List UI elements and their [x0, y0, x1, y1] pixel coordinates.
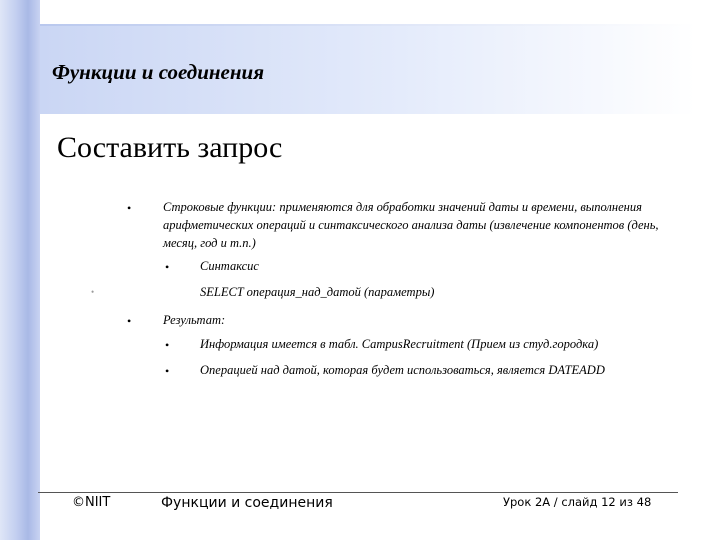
list-item-string-functions: Строковые функции: применяются для обработки значений даты и времени, выполнения арифметических операций и синтаксического анализа даты (извлечение компонентов (день, месяц, год и т.п.)	[163, 200, 659, 250]
bullet-icon: •	[165, 364, 170, 378]
footer-slide-info: Урок 2А / слайд 12 из 48	[503, 495, 652, 509]
bullet-icon: •	[165, 338, 170, 352]
stray-dot: •	[91, 287, 95, 297]
list-item-dateadd: Операцией над датой, которая будет использоваться, является DATEADD	[200, 363, 605, 377]
footer-divider	[38, 492, 678, 493]
slide-heading: Составить запрос	[57, 131, 283, 164]
footer-title: Функции и соединения	[161, 495, 333, 511]
bullet-icon: •	[127, 314, 132, 328]
bullet-icon: •	[127, 201, 132, 215]
list-item-campus-recruitment: Информация имеется в табл. CampusRecruitment (Прием из студ.городка)	[200, 337, 599, 351]
left-decorative-bar	[0, 0, 40, 540]
footer-copyright: ©NIIT	[72, 495, 111, 510]
list-item-syntax: Синтаксис	[200, 259, 259, 273]
list-item-select-syntax: SELECT операция_над_датой (параметры)	[200, 285, 435, 299]
header-title: Функции и соединения	[52, 60, 265, 84]
list-item-result: Результат:	[163, 313, 226, 327]
bullet-icon: •	[165, 260, 170, 274]
